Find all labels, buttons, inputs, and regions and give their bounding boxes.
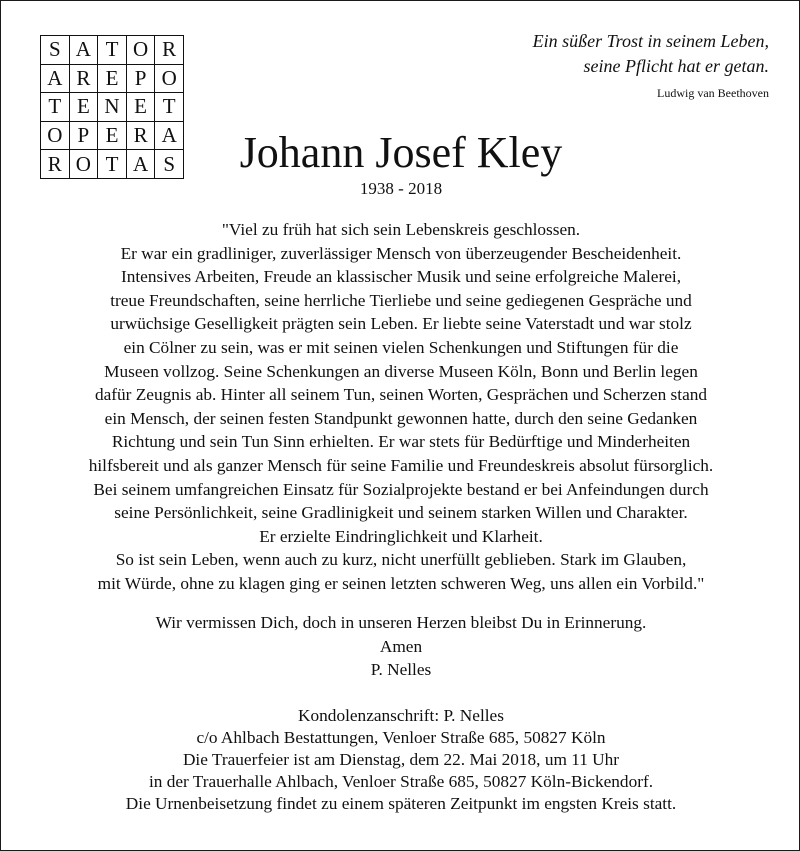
eulogy-line: Er war ein gradliniger, zuverlässiger Mensch von überzeugender Bescheidenheit. xyxy=(120,243,682,263)
life-dates: 1938 - 2018 xyxy=(359,179,443,198)
sator-letter: E xyxy=(98,64,127,93)
eulogy-line: ein Cölner zu sein, was er mit seinen vielen Schenkungen und Stiftungen für die xyxy=(123,337,679,357)
contact-and-service-info xyxy=(1,705,800,815)
sator-row xyxy=(41,64,184,93)
sator-letter: T xyxy=(155,93,184,122)
eulogy-line: Er erzielte Eindringlichkeit und Klarheit. xyxy=(259,526,543,546)
eulogy-line: hilfsbereit und als ganzer Mensch für seine Familie und Freundeskreis absolut fürsorglich. xyxy=(88,455,714,475)
sator-letter: A xyxy=(126,150,155,179)
service-info-line: Die Trauerfeier ist am Dienstag, dem 22. Mai 2018, um 11 Uhr xyxy=(182,750,620,769)
sator-letter: T xyxy=(98,150,127,179)
sator-letter: A xyxy=(41,64,70,93)
closing-section xyxy=(1,611,800,682)
sator-letter: O xyxy=(126,36,155,65)
condolence-address-line: c/o Ahlbach Bestattungen, Venloer Straße 685, 50827 Köln xyxy=(196,728,606,747)
condolence-address-line: Kondolenzanschrift: P. Nelles xyxy=(298,706,504,725)
service-info-line: in der Trauerhalle Ahlbach, Venloer Straße 685, 50827 Köln-Bickendorf. xyxy=(148,772,654,791)
epigraph-quote xyxy=(349,29,769,101)
sator-letter: O xyxy=(69,150,98,179)
eulogy-line: mit Würde, ohne zu klagen ging er seinen letzten schweren Weg, uns allen ein Vorbild." xyxy=(97,573,705,593)
service-info-line: Die Urnenbeisetzung findet zu einem späteren Zeitpunkt im engsten Kreis statt. xyxy=(125,794,677,813)
sator-letter: O xyxy=(155,64,184,93)
eulogy-line: treue Freundschaften, seine herrliche Tierliebe und seine gediegenen Gespräche und xyxy=(110,290,692,310)
sator-letter: E xyxy=(126,93,155,122)
sator-letter: R xyxy=(41,150,70,179)
sator-letter: E xyxy=(69,93,98,122)
quote-line: Ein süßer Trost in seinem Leben, xyxy=(532,31,769,51)
quote-line: seine Pflicht hat er getan. xyxy=(583,56,769,76)
sator-letter: N xyxy=(98,93,127,122)
sator-letter: A xyxy=(155,121,184,150)
eulogy-line: Bei seinem umfangreichen Einsatz für Sozialprojekte bestand er bei Anfeindungen durch xyxy=(93,479,709,499)
sator-letter: R xyxy=(69,64,98,93)
quote-author: Ludwig van Beethoven xyxy=(657,86,769,100)
sator-row xyxy=(41,93,184,122)
sator-letter: S xyxy=(155,150,184,179)
sator-letter: A xyxy=(69,36,98,65)
sator-letter: P xyxy=(69,121,98,150)
eulogy-line: Richtung und sein Tun Sinn erhielten. Er war stets für Bedürftige und Minderheiten xyxy=(111,432,691,452)
eulogy-line: seine Persönlichkeit, seine Gradlinigkeit und seinem starken Willen und Charakter. xyxy=(114,503,688,523)
sator-letter: T xyxy=(98,36,127,65)
eulogy-line: "Viel zu früh hat sich sein Lebenskreis geschlossen. xyxy=(221,220,581,239)
sator-letter: P xyxy=(126,64,155,93)
sator-letter: T xyxy=(41,93,70,122)
deceased-name: Johann Josef Kley xyxy=(239,128,563,177)
sator-row xyxy=(41,36,184,65)
eulogy-line: So ist sein Leben, wenn auch zu kurz, nicht unerfüllt geblieben. Stark im Glauben, xyxy=(115,550,687,570)
closing-amen: Amen xyxy=(379,636,423,656)
closing-line: Wir vermissen Dich, doch in unseren Herzen bleibst Du in Erinnerung. xyxy=(155,613,647,632)
eulogy-line: ein Mensch, der seinen festen Standpunkt gewonnen hatte, durch den seine Gedanken xyxy=(104,408,698,428)
sator-letter: O xyxy=(41,121,70,150)
sator-letter: E xyxy=(98,121,127,150)
eulogy-line: Museen vollzog. Seine Schenkungen an diverse Museen Köln, Bonn und Berlin legen xyxy=(104,361,698,381)
eulogy-line: urwüchsige Geselligkeit prägten sein Leben. Er liebte seine Vaterstadt und war stolz xyxy=(110,314,692,334)
eulogy-line: dafür Zeugnis ab. Hinter all seinem Tun, seinen Worten, Gesprächen und Scherzen stand xyxy=(94,385,708,405)
sator-letter: S xyxy=(41,36,70,65)
eulogy-text xyxy=(21,218,781,596)
signature-name: P. Nelles xyxy=(370,660,432,680)
sator-letter: R xyxy=(155,36,184,65)
eulogy-line: Intensives Arbeiten, Freude an klassischer Musik und seine erfolgreiche Malerei, xyxy=(120,267,682,287)
sator-letter: R xyxy=(126,121,155,150)
